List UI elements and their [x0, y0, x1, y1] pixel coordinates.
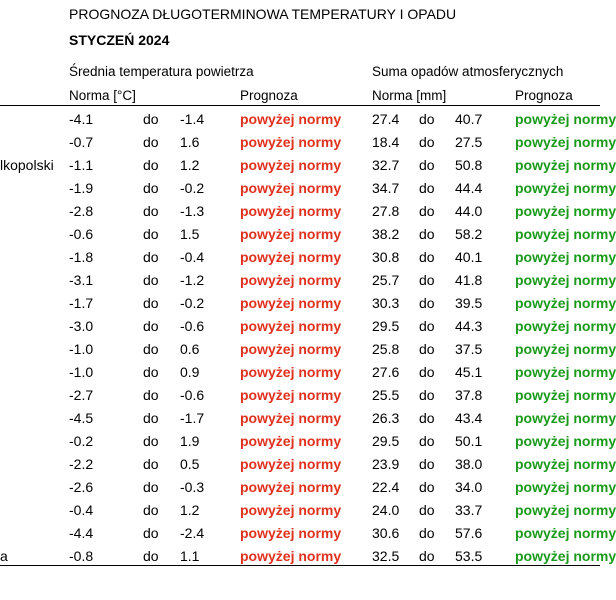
temp-range-separator: do — [143, 134, 159, 150]
temp-norm-max: -0.6 — [180, 318, 205, 334]
precip-range-separator: do — [419, 318, 435, 334]
table-row — [0, 248, 616, 271]
precip-norm-min: 24.0 — [372, 502, 400, 518]
precip-norm-max: 38.0 — [455, 456, 483, 472]
temp-norm-min: -1.0 — [69, 364, 94, 380]
precip-forecast-header: Prognoza — [515, 88, 573, 103]
temp-forecast: powyżej normy — [240, 525, 342, 541]
table-row — [0, 501, 616, 524]
table-row — [0, 363, 616, 386]
temp-forecast: powyżej normy — [240, 111, 342, 127]
temp-forecast: powyżej normy — [240, 410, 342, 426]
precip-norm-header: Norma [mm] — [372, 88, 447, 103]
temp-forecast: powyżej normy — [240, 318, 342, 334]
temp-forecast: powyżej normy — [240, 295, 342, 311]
precip-forecast: powyżej normy — [515, 295, 616, 311]
precip-norm-min: 38.2 — [372, 226, 400, 242]
precip-norm-max: 53.5 — [455, 548, 483, 564]
table-row — [0, 271, 616, 294]
precip-range-separator: do — [419, 226, 435, 242]
table-row — [0, 110, 616, 133]
precip-forecast: powyżej normy — [515, 341, 616, 357]
precip-norm-min: 27.4 — [372, 111, 400, 127]
temperature-section-header: Średnia temperatura powietrza — [69, 64, 254, 79]
precip-forecast: powyżej normy — [515, 226, 616, 242]
precip-forecast: powyżej normy — [515, 433, 616, 449]
temp-norm-min: -1.7 — [69, 295, 94, 311]
precip-range-separator: do — [419, 341, 435, 357]
temp-norm-max: -0.4 — [180, 249, 205, 265]
precip-norm-min: 27.8 — [372, 203, 400, 219]
precip-range-separator: do — [419, 272, 435, 288]
precip-range-separator: do — [419, 479, 435, 495]
temp-norm-min: -1.1 — [69, 157, 94, 173]
temp-forecast: powyżej normy — [240, 157, 342, 173]
temp-norm-max: -1.7 — [180, 410, 205, 426]
precip-norm-max: 41.8 — [455, 272, 483, 288]
temp-range-separator: do — [143, 249, 159, 265]
temp-range-separator: do — [143, 525, 159, 541]
table-row — [0, 547, 616, 570]
temp-range-separator: do — [143, 433, 159, 449]
table-row — [0, 294, 616, 317]
temp-range-separator: do — [143, 410, 159, 426]
temp-norm-max: 0.5 — [180, 456, 200, 472]
precip-forecast: powyżej normy — [515, 272, 616, 288]
temp-norm-max: -0.2 — [180, 295, 205, 311]
temp-norm-min: -3.0 — [69, 318, 94, 334]
precip-norm-max: 43.4 — [455, 410, 483, 426]
region-name: lkopolski — [0, 157, 54, 173]
temp-norm-min: -1.9 — [69, 180, 94, 196]
temp-norm-max: 0.6 — [180, 341, 200, 357]
precip-norm-min: 25.7 — [372, 272, 400, 288]
table-row — [0, 409, 616, 432]
precip-norm-max: 44.3 — [455, 318, 483, 334]
precip-range-separator: do — [419, 249, 435, 265]
temp-norm-max: 1.5 — [180, 226, 200, 242]
temp-norm-min: -0.8 — [69, 548, 94, 564]
temp-norm-min: -0.6 — [69, 226, 94, 242]
table-row — [0, 478, 616, 501]
precip-range-separator: do — [419, 502, 435, 518]
temp-forecast: powyżej normy — [240, 548, 342, 564]
temp-range-separator: do — [143, 272, 159, 288]
precip-range-separator: do — [419, 157, 435, 173]
temp-range-separator: do — [143, 341, 159, 357]
precip-norm-min: 18.4 — [372, 134, 400, 150]
precip-forecast: powyżej normy — [515, 180, 616, 196]
temp-norm-min: -4.4 — [69, 525, 94, 541]
table-row — [0, 179, 616, 202]
precip-norm-max: 57.6 — [455, 525, 483, 541]
precip-forecast: powyżej normy — [515, 548, 616, 564]
precip-range-separator: do — [419, 456, 435, 472]
precip-range-separator: do — [419, 525, 435, 541]
table-row — [0, 202, 616, 225]
precip-forecast: powyżej normy — [515, 364, 616, 380]
precip-range-separator: do — [419, 433, 435, 449]
temp-norm-max: 1.2 — [180, 157, 200, 173]
precip-range-separator: do — [419, 203, 435, 219]
temp-norm-max: -1.3 — [180, 203, 205, 219]
temp-norm-max: 1.6 — [180, 134, 200, 150]
precip-norm-max: 34.0 — [455, 479, 483, 495]
precip-norm-min: 23.9 — [372, 456, 400, 472]
precip-forecast: powyżej normy — [515, 134, 616, 150]
temp-range-separator: do — [143, 364, 159, 380]
document-title: PROGNOZA DŁUGOTERMINOWA TEMPERATURY I OPADU — [69, 6, 457, 22]
temp-norm-max: -0.3 — [180, 479, 205, 495]
precip-forecast: powyżej normy — [515, 249, 616, 265]
precip-norm-min: 32.7 — [372, 157, 400, 173]
precip-norm-max: 39.5 — [455, 295, 483, 311]
precip-forecast: powyżej normy — [515, 410, 616, 426]
temp-norm-min: -3.1 — [69, 272, 94, 288]
temp-norm-max: -0.6 — [180, 387, 205, 403]
document-subtitle: STYCZEŃ 2024 — [69, 32, 170, 48]
temp-norm-max: 1.1 — [180, 548, 200, 564]
precip-range-separator: do — [419, 364, 435, 380]
temp-norm-min: -0.7 — [69, 134, 94, 150]
precip-norm-min: 25.5 — [372, 387, 400, 403]
temp-forecast: powyżej normy — [240, 341, 342, 357]
table-row — [0, 386, 616, 409]
temp-norm-min: -1.0 — [69, 341, 94, 357]
precip-range-separator: do — [419, 134, 435, 150]
table-row — [0, 455, 616, 478]
precip-range-separator: do — [419, 548, 435, 564]
temp-forecast: powyżej normy — [240, 387, 342, 403]
precip-forecast: powyżej normy — [515, 479, 616, 495]
temp-forecast-header: Prognoza — [240, 88, 298, 103]
table-row — [0, 524, 616, 547]
temp-forecast: powyżej normy — [240, 249, 342, 265]
precip-norm-min: 22.4 — [372, 479, 400, 495]
temp-range-separator: do — [143, 111, 159, 127]
temp-norm-max: 0.9 — [180, 364, 200, 380]
precip-norm-max: 37.5 — [455, 341, 483, 357]
precip-norm-max: 45.1 — [455, 364, 483, 380]
table-row — [0, 156, 616, 179]
temp-forecast: powyżej normy — [240, 134, 342, 150]
temp-norm-max: -1.2 — [180, 272, 205, 288]
temp-range-separator: do — [143, 318, 159, 334]
table-row — [0, 133, 616, 156]
precip-norm-max: 27.5 — [455, 134, 483, 150]
precip-range-separator: do — [419, 111, 435, 127]
temp-norm-min: -1.8 — [69, 249, 94, 265]
temp-range-separator: do — [143, 157, 159, 173]
temp-forecast: powyżej normy — [240, 272, 342, 288]
table-row — [0, 432, 616, 455]
temp-forecast: powyżej normy — [240, 456, 342, 472]
precip-norm-max: 37.8 — [455, 387, 483, 403]
precip-norm-max: 40.1 — [455, 249, 483, 265]
temp-range-separator: do — [143, 479, 159, 495]
precip-norm-min: 26.3 — [372, 410, 400, 426]
precip-range-separator: do — [419, 180, 435, 196]
precip-forecast: powyżej normy — [515, 456, 616, 472]
temp-range-separator: do — [143, 548, 159, 564]
temp-norm-min: -4.5 — [69, 410, 94, 426]
precip-forecast: powyżej normy — [515, 203, 616, 219]
temp-norm-max: 1.9 — [180, 433, 200, 449]
precip-forecast: powyżej normy — [515, 157, 616, 173]
temp-norm-max: -0.2 — [180, 180, 205, 196]
precip-norm-min: 30.6 — [372, 525, 400, 541]
header-rule — [0, 105, 600, 106]
precip-norm-min: 29.5 — [372, 433, 400, 449]
temp-norm-header: Norma [°C] — [69, 88, 136, 103]
precip-norm-max: 58.2 — [455, 226, 483, 242]
temp-norm-min: -2.7 — [69, 387, 94, 403]
precip-norm-max: 40.7 — [455, 111, 483, 127]
temp-norm-min: -2.6 — [69, 479, 94, 495]
temp-forecast: powyżej normy — [240, 502, 342, 518]
temp-range-separator: do — [143, 295, 159, 311]
precip-norm-max: 33.7 — [455, 502, 483, 518]
temp-range-separator: do — [143, 180, 159, 196]
precip-norm-min: 25.8 — [372, 341, 400, 357]
temp-norm-min: -0.2 — [69, 433, 94, 449]
precip-norm-min: 34.7 — [372, 180, 400, 196]
precip-range-separator: do — [419, 387, 435, 403]
temp-forecast: powyżej normy — [240, 203, 342, 219]
table-row — [0, 317, 616, 340]
precip-forecast: powyżej normy — [515, 111, 616, 127]
precip-norm-max: 44.0 — [455, 203, 483, 219]
precip-forecast: powyżej normy — [515, 502, 616, 518]
temp-forecast: powyżej normy — [240, 226, 342, 242]
region-name: a — [0, 548, 8, 564]
temp-range-separator: do — [143, 226, 159, 242]
precip-norm-max: 44.4 — [455, 180, 483, 196]
temp-forecast: powyżej normy — [240, 433, 342, 449]
temp-norm-min: -2.8 — [69, 203, 94, 219]
precip-norm-min: 29.5 — [372, 318, 400, 334]
precip-norm-min: 32.5 — [372, 548, 400, 564]
precip-forecast: powyżej normy — [515, 525, 616, 541]
table-row — [0, 340, 616, 363]
temp-range-separator: do — [143, 456, 159, 472]
precip-range-separator: do — [419, 295, 435, 311]
precipitation-section-header: Suma opadów atmosferycznych — [372, 64, 564, 79]
precip-norm-min: 27.6 — [372, 364, 400, 380]
temp-norm-min: -4.1 — [69, 111, 94, 127]
temp-range-separator: do — [143, 502, 159, 518]
temp-forecast: powyżej normy — [240, 364, 342, 380]
temp-range-separator: do — [143, 387, 159, 403]
precip-norm-max: 50.1 — [455, 433, 483, 449]
precip-norm-min: 30.8 — [372, 249, 400, 265]
precip-norm-min: 30.3 — [372, 295, 400, 311]
precip-forecast: powyżej normy — [515, 387, 616, 403]
precip-range-separator: do — [419, 410, 435, 426]
temp-norm-max: 1.2 — [180, 502, 200, 518]
temp-norm-min: -2.2 — [69, 456, 94, 472]
temp-range-separator: do — [143, 203, 159, 219]
precip-norm-max: 50.8 — [455, 157, 483, 173]
table-row — [0, 225, 616, 248]
temp-forecast: powyżej normy — [240, 180, 342, 196]
precip-forecast: powyżej normy — [515, 318, 616, 334]
temp-norm-max: -1.4 — [180, 111, 205, 127]
temp-norm-min: -0.4 — [69, 502, 94, 518]
footer-rule — [0, 565, 600, 566]
temp-forecast: powyżej normy — [240, 479, 342, 495]
temp-norm-max: -2.4 — [180, 525, 205, 541]
